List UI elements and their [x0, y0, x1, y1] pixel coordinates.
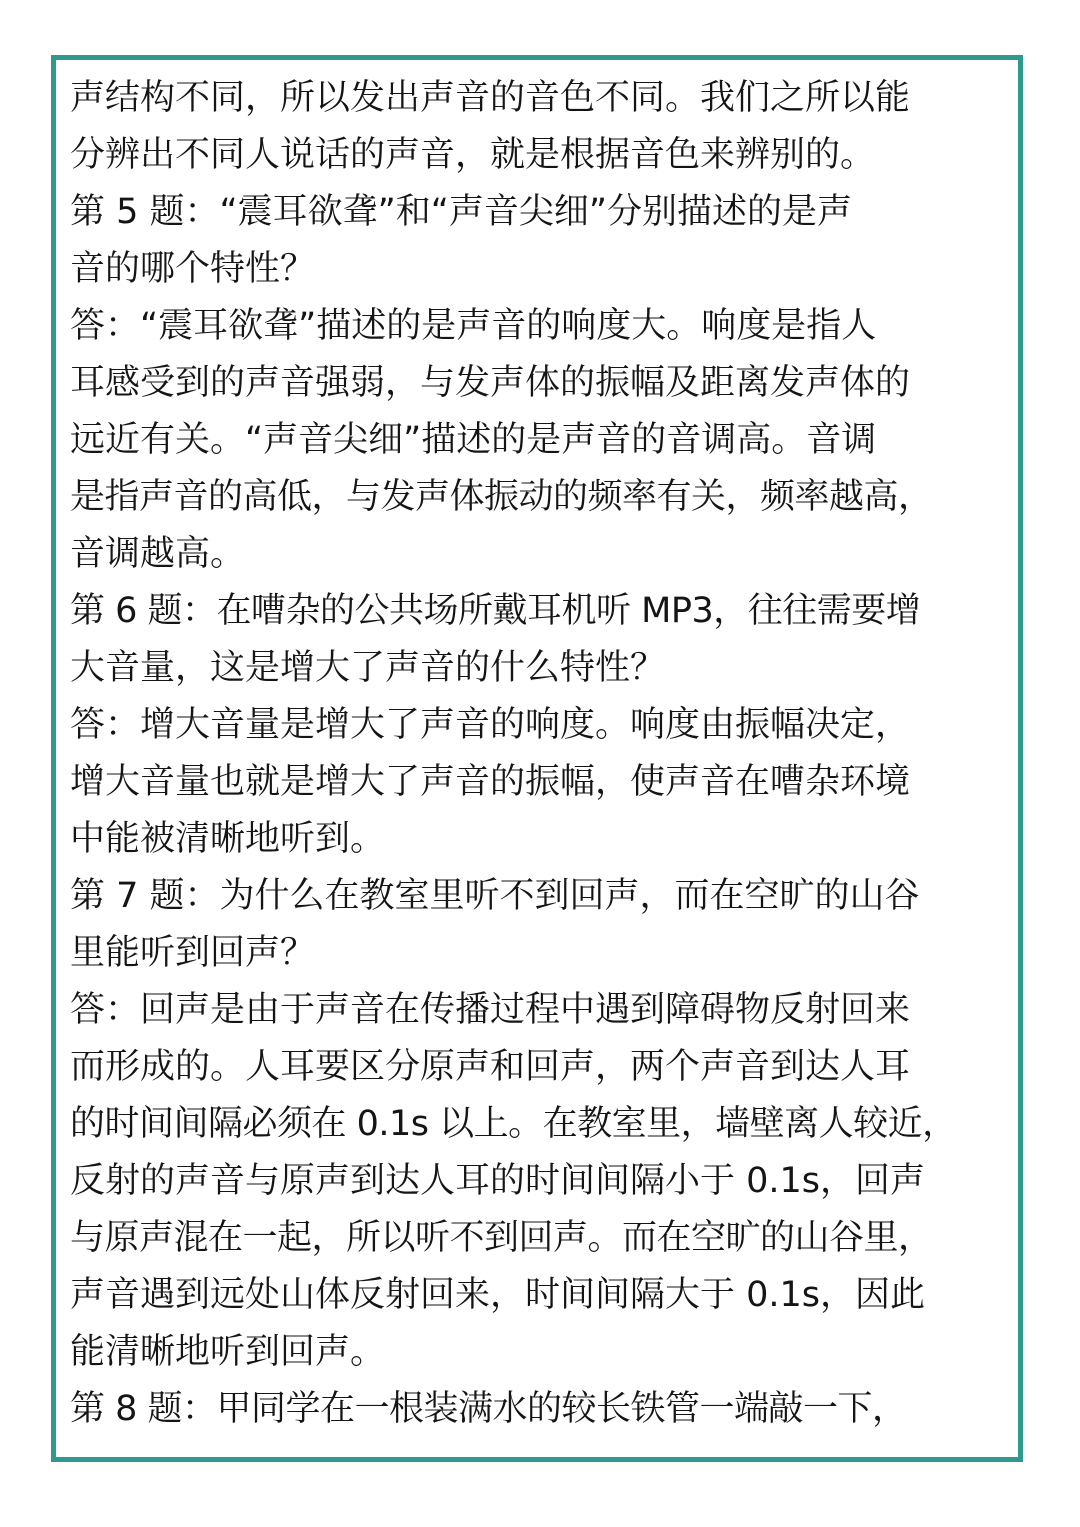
- answer-5-text: 耳感受到的声音强弱，与发声体的振幅及距离发声体的: [70, 363, 911, 403]
- answer-6-text: 增大音量也就是增大了声音的振幅，使声音在嘈杂环境: [70, 762, 911, 802]
- answer-6-text: 答：增大音量是增大了声音的响度。响度由振幅决定，: [70, 705, 911, 745]
- answer-7-text: 能清晰地听到回声。: [70, 1332, 386, 1372]
- question-5-title: 第 5 题：“震耳欲聋”和“声音尖细”分别描述的是声: [70, 192, 853, 232]
- answer-5-text: 远近有关。“声音尖细”描述的是声音的音调高。音调: [70, 420, 877, 460]
- answer-5-text: 答：“震耳欲聋”描述的是声音的响度大。响度是指人: [70, 306, 877, 346]
- document-text: [70, 70, 1010, 1438]
- answer-7-text: 而形成的。人耳要区分原声和回声，两个声音到达人耳: [70, 1047, 911, 1087]
- question-8-title: 第 8 题：甲同学在一根装满水的较长铁管一端敲一下，: [70, 1389, 907, 1429]
- answer-6-text: 中能被清晰地听到。: [70, 819, 386, 859]
- document-frame: [51, 55, 1023, 1462]
- answer-5-text: 是指声音的高低，与发声体振动的频率有关，频率越高，: [70, 477, 933, 517]
- answer-7-text: 的时间间隔必须在 0.1s 以上。在教室里，墙壁离人较近，: [70, 1104, 957, 1144]
- answer-7-text: 反射的声音与原声到达人耳的时间间隔小于 0.1s，回声: [70, 1161, 926, 1201]
- question-7-title: 里能听到回声？: [70, 933, 316, 973]
- question-5-title: 音的哪个特性？: [70, 249, 316, 289]
- question-6-title: 第 6 题：在嘈杂的公共场所戴耳机听 MP3，往往需要增: [70, 591, 921, 631]
- question-6-title: 大音量，这是增大了声音的什么特性？: [70, 648, 666, 688]
- answer-5-text: 音调越高。: [70, 534, 246, 574]
- answer-7-text: 答：回声是由于声音在传播过程中遇到障碍物反射回来: [70, 990, 911, 1030]
- text-line: 分辨出不同人说话的声音，就是根据音色来辨别的。: [70, 135, 876, 175]
- text-line: 声结构不同，所以发出声音的音色不同。我们之所以能: [70, 78, 911, 118]
- question-7-title: 第 7 题：为什么在教室里听不到回声，而在空旷的山谷: [70, 876, 920, 916]
- answer-7-text: 与原声混在一起，所以听不到回声。而在空旷的山谷里，: [70, 1218, 933, 1258]
- answer-7-text: 声音遇到远处山体反射回来，时间间隔大于 0.1s，因此: [70, 1275, 926, 1315]
